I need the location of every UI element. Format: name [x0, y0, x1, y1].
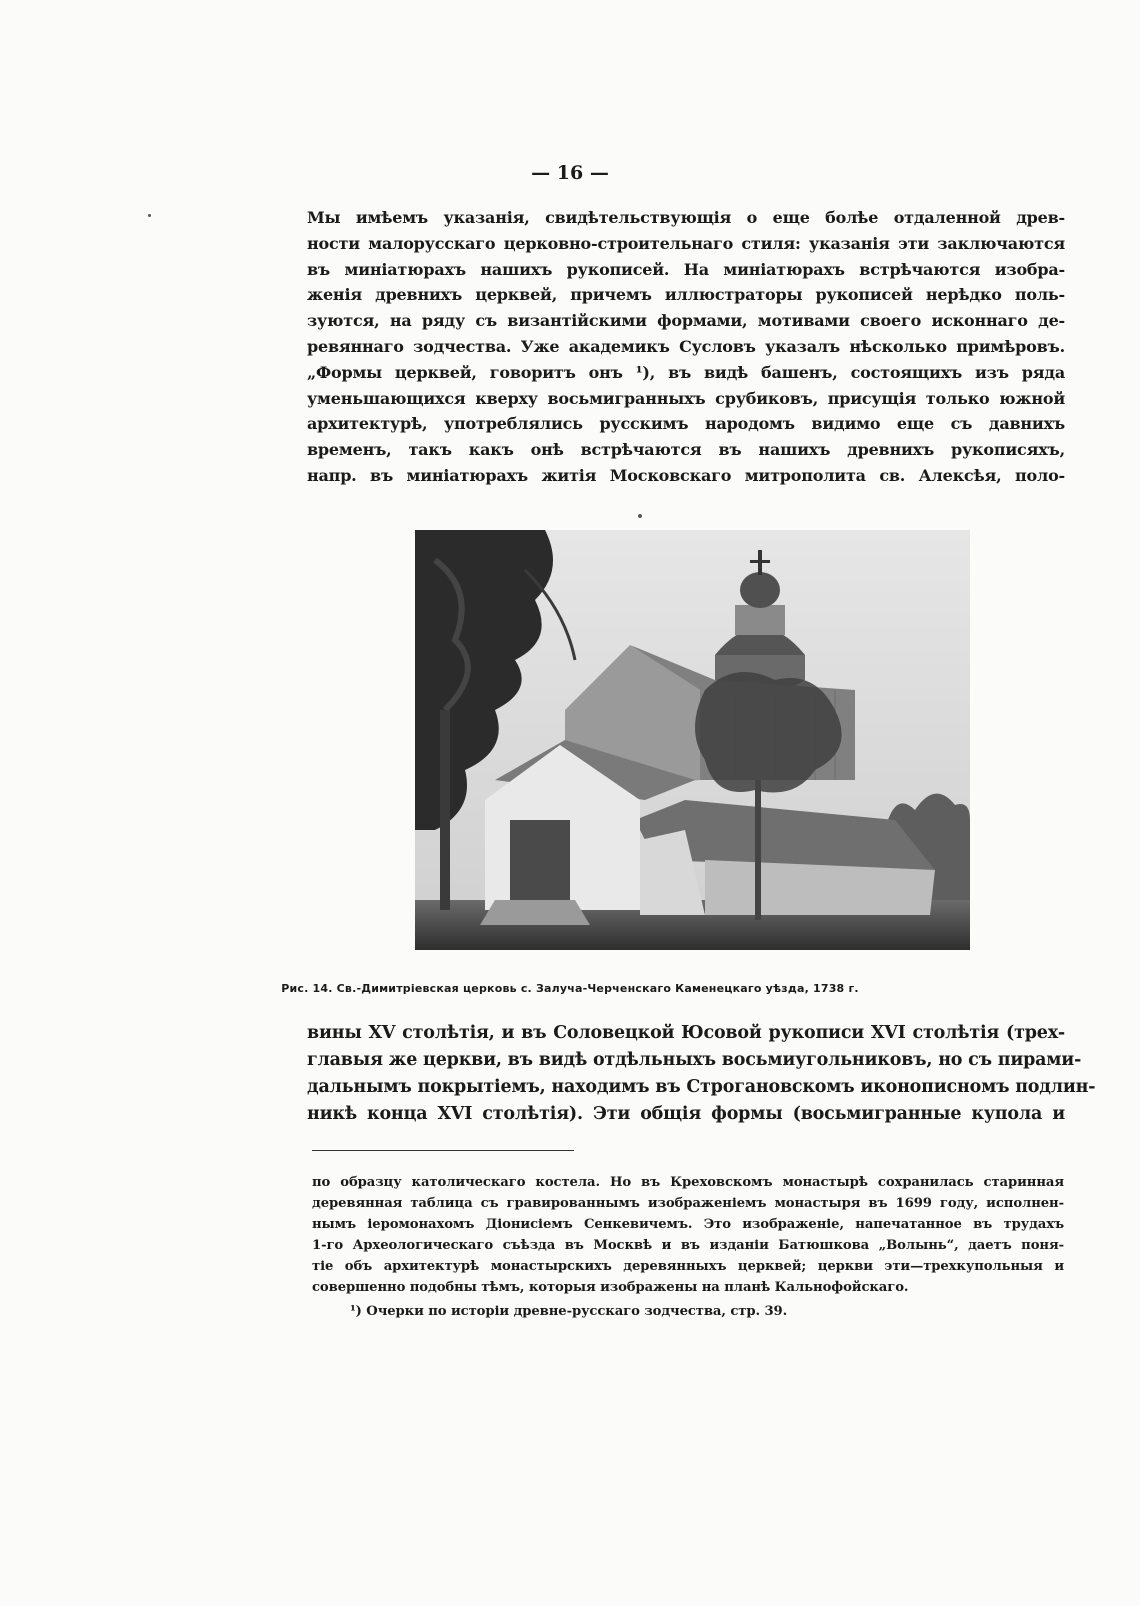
main-paragraph-top	[307, 205, 1065, 489]
text-line: зуются, на ряду съ византійскими формами, мотивами своего исконнаго де-	[307, 311, 1065, 331]
text-line: ревяннаго зодчества. Уже академикъ Сусловъ указалъ нѣсколько примѣровъ.	[307, 336, 1065, 356]
footnote-line: деревянная таблица съ гравированнымъ изображеніемъ монастыря въ 1699 году, исполнен-	[312, 1196, 1064, 1211]
text-line: никѣ конца XVI столѣтія). Эти общія формы (восьмигранные купола и	[307, 1104, 1065, 1124]
footnote-line: 1-го Археологическаго съѣзда въ Москвѣ и въ изданіи Батюшкова „Волынь“, даетъ поня-	[312, 1238, 1064, 1253]
figure-caption: Рис. 14. Св.-Димитрiевская церковь с. Залуча-Черченскаго Каменецкаго уѣзда, 1738 г.	[281, 982, 859, 995]
text-line: дальнымъ покрытіемъ, находимъ въ Строгановскомъ иконописномъ подлин-	[307, 1077, 1096, 1097]
footnote-line: по образцу католическаго костела. Но въ Креховскомъ монастырѣ сохранилась старинная	[312, 1175, 1064, 1190]
footnotes	[312, 1172, 1064, 1322]
main-paragraph-bottom	[307, 1020, 1096, 1128]
footnote-line: совершенно подобны тѣмъ, которыя изображены на планѣ Кальнофойскаго.	[312, 1280, 909, 1295]
text-line: временъ, такъ какъ онѣ встрѣчаются въ нашихъ древнихъ рукописяхъ,	[307, 440, 1065, 460]
church-photograph	[415, 530, 970, 950]
footnote-1: ¹) Очерки по исторіи древне-русскаго зодчества, стр. 39.	[350, 1304, 788, 1319]
footnote-separator	[312, 1150, 574, 1151]
text-line: главыя же церкви, въ видѣ отдѣльныхъ восьмиугольниковъ, но съ пирами-	[307, 1050, 1082, 1070]
text-line: напр. въ миніатюрахъ житія Московскаго митрополита св. Алексѣя, поло-	[307, 465, 1065, 485]
text-line: „Формы церквей, говоритъ онъ ¹), въ видѣ башенъ, состоящихъ изъ ряда	[307, 362, 1065, 382]
text-line: архитектурѣ, употреблялись русскимъ народомъ видимо еще съ давнихъ	[307, 414, 1065, 434]
page-number: — 16 —	[531, 162, 609, 184]
footnote-line: тіе объ архитектурѣ монастырскихъ деревянныхъ церквей; церкви эти—трехкупольныя и	[312, 1259, 1064, 1274]
church-illustration	[415, 530, 970, 950]
text-line: вины XV столѣтія, и въ Соловецкой Юсовой рукописи XVI столѣтія (трех-	[307, 1023, 1065, 1043]
text-line: уменьшающихся кверху восьмигранныхъ срубиковъ, присущія только южной	[307, 388, 1065, 408]
footnote-line: нымъ іеромонахомъ Діонисіемъ Сенкевичемъ. Это изображеніе, напечатанное въ трудахъ	[312, 1217, 1064, 1232]
text-line: Мы имѣемъ указанія, свидѣтельствующія о еще болѣе отдаленной древ-	[307, 208, 1065, 227]
text-line: въ миніатюрахъ нашихъ рукописей. На миніатюрахъ встрѣчаются изобра-	[307, 259, 1065, 279]
scan-speck	[638, 514, 642, 518]
text-line: женія древнихъ церквей, причемъ иллюстраторы рукописей нерѣдко поль-	[307, 285, 1065, 305]
text-line: ности малорусскаго церковно-строительнаго стиля: указанія эти заключаются	[307, 233, 1065, 253]
scan-speck	[148, 214, 151, 217]
